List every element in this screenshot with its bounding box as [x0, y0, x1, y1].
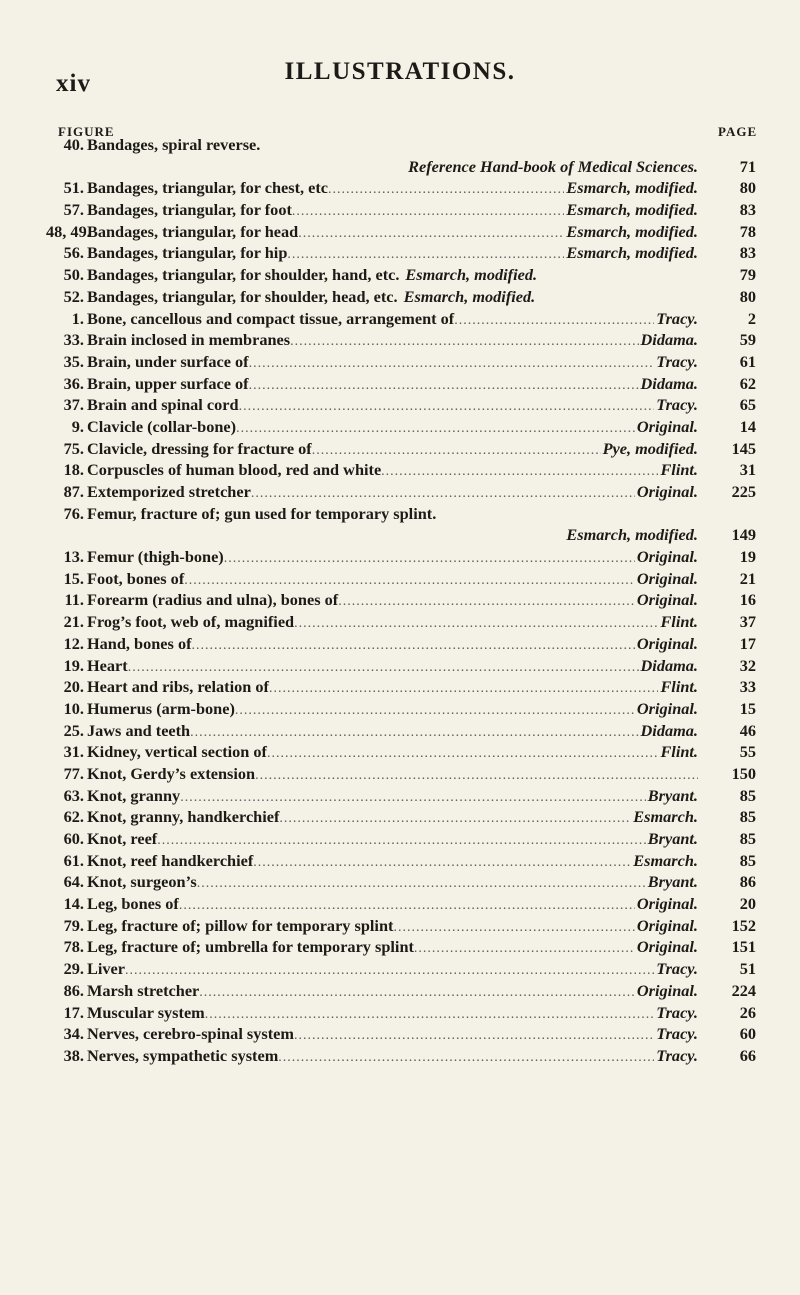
figure-number: 77. [63, 763, 84, 783]
entry-text [87, 1023, 698, 1047]
list-item [46, 286, 756, 308]
figure-source: Pye, modified. [602, 438, 698, 458]
entry-text [87, 1002, 698, 1026]
dot-leader [235, 700, 635, 722]
list-item [46, 720, 756, 742]
figure-title: Nerves, sympathetic system [87, 1045, 279, 1065]
figure-title: Clavicle (collar-bone) [87, 416, 237, 436]
figure-title: Extemporized stretcher [87, 482, 251, 501]
figure-number: 11. [64, 590, 84, 610]
figure-source: Flint. [660, 677, 698, 697]
figure-source: Original. [636, 568, 698, 588]
entry-text [87, 958, 698, 982]
page-ref: 62 [739, 373, 756, 393]
figure-number: 38. [63, 1045, 84, 1065]
dot-leader [381, 461, 658, 483]
list-item [46, 524, 756, 546]
dot-leader [278, 1047, 654, 1069]
dot-leader [192, 635, 635, 657]
list-item [46, 850, 756, 872]
figure-source: Original. [636, 482, 698, 501]
figure-source: Original. [636, 915, 698, 935]
entry-text [87, 524, 698, 546]
entry-text [87, 893, 698, 917]
figure-title: Liver [87, 959, 125, 979]
figure-number: 15. [63, 568, 84, 588]
list-item [46, 199, 756, 221]
figure-number: 12. [63, 633, 84, 653]
page-ref: 31 [739, 460, 756, 480]
figure-title: Knot, surgeon’s [87, 872, 197, 892]
page-ref: 71 [739, 156, 756, 176]
page-ref: 149 [731, 525, 756, 545]
entry-text [87, 351, 698, 375]
figure-number: 20. [63, 677, 84, 697]
figure-number: 19. [63, 655, 84, 675]
page-ref: 33 [739, 677, 756, 697]
page-ref: 46 [739, 720, 756, 740]
figure-number: 48, 49. [46, 221, 91, 241]
page-ref: 59 [739, 330, 756, 350]
page-ref: 66 [739, 1045, 756, 1065]
page-ref: 80 [739, 178, 756, 198]
figure-title: Foot, bones of [87, 568, 185, 588]
dot-leader [157, 830, 646, 852]
figure-title: Bone, cancellous and compact tissue, arrangement of [87, 308, 455, 328]
figure-number: 13. [63, 547, 84, 567]
entry-text [87, 546, 698, 570]
figure-source: Tracy. [656, 395, 698, 415]
figure-title: Jaws and teeth [87, 720, 191, 740]
list-item [46, 459, 756, 481]
dot-leader [393, 917, 634, 939]
entry-text [87, 134, 698, 156]
list-item [46, 763, 756, 785]
list-item [46, 438, 756, 460]
list-item [46, 785, 756, 807]
figure-source: Esmarch, modified. [566, 525, 698, 545]
list-item [46, 1023, 756, 1045]
entry-text [87, 915, 698, 939]
figure-number: 31. [63, 742, 84, 762]
page-ref: 19 [739, 547, 756, 567]
page-ref: 78 [739, 221, 756, 241]
entry-text [87, 264, 698, 286]
page-ref: 83 [739, 243, 756, 263]
entry-text [87, 177, 698, 201]
figure-column-header: FIGURE [58, 124, 115, 139]
list-item [46, 611, 756, 633]
figure-title: Muscular system [87, 1002, 205, 1022]
dot-leader [253, 852, 631, 874]
entry-text [87, 589, 698, 613]
figure-title: Forearm (radius and ulna), bones of [87, 590, 339, 610]
figure-source: Esmarch. [633, 807, 698, 827]
list-item [46, 546, 756, 568]
figure-title: Hand, bones of [87, 633, 192, 653]
list-item [46, 741, 756, 763]
figure-number: 57. [63, 200, 84, 220]
entry-text [87, 698, 698, 722]
figure-title: Marsh stretcher [87, 980, 200, 1000]
running-title: ILLUSTRATIONS. [284, 58, 516, 85]
figure-source: Esmarch, modified. [566, 243, 698, 263]
dot-leader [251, 483, 635, 505]
figure-source: Original. [636, 416, 698, 436]
list-item [46, 676, 756, 698]
list-item [46, 828, 756, 850]
dot-leader [125, 960, 654, 982]
entry-text [87, 416, 698, 440]
figure-title: Bandages, triangular, for foot [87, 200, 292, 220]
dot-leader [128, 657, 639, 679]
list-item [46, 503, 756, 525]
page-ref: 2 [747, 308, 756, 328]
page-ref: 37 [739, 612, 756, 632]
page-ref: 16 [739, 590, 756, 610]
figure-number: 17. [63, 1002, 84, 1022]
entry-text [87, 221, 698, 245]
figure-source: Tracy. [656, 1045, 698, 1065]
figure-number: 14. [63, 894, 84, 914]
figure-number: 62. [63, 807, 84, 827]
figure-title: Brain, upper surface of [87, 373, 249, 393]
dot-leader [180, 787, 646, 809]
list-item [46, 394, 756, 416]
list-item [46, 221, 756, 243]
figure-title: Bandages, triangular, for shoulder, head, etc. [87, 286, 398, 306]
page-ref: 20 [739, 894, 756, 914]
figure-title: Nerves, cerebro-spinal system [87, 1024, 294, 1044]
figure-source: Original. [636, 980, 698, 1000]
figure-title: Leg, fracture of; umbrella for temporary splint [87, 937, 414, 957]
list-item [46, 242, 756, 264]
figure-title: Femur, fracture of; gun used for temporary splint. [87, 503, 437, 523]
figure-source: Flint. [660, 460, 698, 480]
figure-source: Bryant. [647, 872, 698, 892]
figure-source: Bryant. [647, 785, 698, 805]
figure-title: Knot, granny [87, 785, 181, 805]
figure-number: 10. [63, 698, 84, 718]
dot-leader [338, 591, 635, 613]
entry-text [87, 199, 698, 223]
list-item [46, 481, 756, 503]
figure-number: 50. [63, 265, 84, 285]
figure-title: Corpuscles of human blood, red and white [87, 460, 382, 480]
page-ref: 85 [739, 829, 756, 848]
figure-source: Tracy. [656, 351, 698, 371]
list-item [46, 308, 756, 330]
figure-title: Bandages, triangular, for shoulder, hand, etc. [87, 265, 400, 285]
page-ref: 14 [739, 416, 756, 436]
dot-leader [298, 223, 564, 245]
list-item [46, 980, 756, 1002]
figure-number: 79. [63, 915, 84, 935]
entry-text [87, 568, 698, 592]
figure-source: Bryant. [647, 829, 698, 848]
entry-text [87, 676, 698, 700]
list-item [46, 633, 756, 655]
figure-number: 76. [63, 503, 84, 523]
page-ref: 224 [731, 980, 756, 1000]
entry-text [87, 156, 698, 178]
dot-leader [454, 310, 654, 332]
list-item [46, 655, 756, 677]
page-ref: 152 [731, 915, 756, 935]
list-item [46, 871, 756, 893]
figure-number: 35. [63, 351, 84, 371]
page-ref: 225 [731, 482, 756, 501]
figure-title: Heart [87, 655, 128, 675]
figure-number: 86. [63, 980, 84, 1000]
list-item [46, 915, 756, 937]
entry-text [87, 763, 698, 787]
dot-leader [414, 938, 635, 960]
list-item [46, 568, 756, 590]
figure-title: Knot, Gerdy’s extension [87, 763, 256, 783]
figure-source: Esmarch, modified. [405, 265, 538, 285]
entry-text [87, 438, 698, 462]
figure-source: Original. [636, 590, 698, 610]
figure-number: 87. [63, 482, 84, 501]
list-item [46, 893, 756, 915]
entry-text [87, 329, 698, 353]
entry-text [87, 1045, 698, 1069]
figure-source: Original. [636, 937, 698, 957]
dot-leader [269, 678, 658, 700]
figure-number: 37. [63, 395, 84, 415]
figure-number: 78. [63, 937, 84, 957]
dot-leader [292, 201, 564, 223]
figure-number: 52. [63, 286, 84, 306]
entry-text [87, 720, 698, 744]
figure-number: 33. [63, 330, 84, 350]
figure-title: Frog’s foot, web of, magnified [87, 612, 295, 632]
figure-number: 61. [63, 850, 84, 870]
page-ref: 85 [739, 807, 756, 827]
figure-title: Femur (thigh-bone) [87, 547, 224, 567]
figure-source: Tracy. [656, 308, 698, 328]
dot-leader [197, 873, 646, 895]
list-item [46, 589, 756, 611]
figure-source: Esmarch. [633, 850, 698, 870]
figure-number: 56. [63, 243, 84, 263]
figure-title: Leg, bones of [87, 894, 179, 914]
dot-leader [224, 548, 635, 570]
page-ref: 32 [739, 655, 756, 675]
page-ref: 17 [739, 633, 756, 653]
page-ref: 55 [739, 742, 756, 762]
figure-title: Bandages, triangular, for chest, etc [87, 178, 329, 198]
list-item [46, 373, 756, 395]
figure-title: Brain, under surface of [87, 351, 249, 371]
page-ref: 85 [739, 785, 756, 805]
list-item [46, 698, 756, 720]
page-ref: 150 [731, 763, 756, 783]
figure-number: 21. [63, 612, 84, 632]
list-item [46, 1002, 756, 1024]
figure-title: Bandages, triangular, for hip [87, 243, 288, 263]
figure-source: Flint. [660, 612, 698, 632]
entry-text [87, 850, 698, 874]
figure-source: Esmarch, modified. [566, 178, 698, 198]
entry-text [87, 806, 698, 830]
entry-text [87, 394, 698, 418]
figure-source: Didama. [640, 330, 698, 350]
dot-leader [184, 570, 635, 592]
figure-title: Heart and ribs, relation of [87, 677, 269, 697]
figure-source: Reference Hand-book of Medical Sciences. [408, 156, 698, 176]
list-item [46, 264, 756, 286]
figure-title: Knot, reef handkerchief [87, 850, 254, 870]
figure-source: Original. [636, 698, 698, 718]
dot-leader [190, 722, 638, 744]
figure-number: 29. [63, 959, 84, 979]
page-ref: 151 [731, 937, 756, 957]
page-ref: 26 [739, 1002, 756, 1022]
dot-leader [290, 331, 638, 353]
illustrations-list [46, 134, 756, 1067]
list-item [46, 416, 756, 438]
figure-number: 63. [63, 785, 84, 805]
entry-text [87, 481, 698, 505]
figure-number: 1. [71, 308, 84, 328]
entry-text [87, 373, 698, 397]
dot-leader [279, 808, 631, 830]
figure-source: Esmarch, modified. [566, 200, 698, 220]
figure-source: Didama. [640, 373, 698, 393]
page-ref: 79 [739, 265, 756, 285]
figure-title: Knot, granny, handkerchief [87, 807, 280, 827]
figure-number: 34. [63, 1024, 84, 1044]
dot-leader [294, 613, 658, 635]
page-ref: 15 [739, 698, 756, 718]
figure-source: Original. [636, 547, 698, 567]
figure-source: Didama. [640, 655, 698, 675]
list-item [46, 958, 756, 980]
page-ref: 65 [739, 395, 756, 415]
figure-number: 60. [63, 829, 84, 848]
figure-source: Esmarch, modified. [566, 221, 698, 241]
figure-title: Kidney, vertical section of [87, 742, 267, 762]
dot-leader [287, 244, 564, 266]
dot-leader [239, 396, 655, 418]
list-item [46, 329, 756, 351]
dot-leader [249, 375, 639, 397]
entry-text [87, 741, 698, 765]
dot-leader [205, 1004, 655, 1026]
entry-text [87, 936, 698, 960]
figure-number: 51. [63, 178, 84, 198]
figure-title: Bandages, spiral reverse. [87, 135, 261, 154]
dot-leader [199, 982, 635, 1004]
entry-text [87, 286, 698, 308]
entry-text [87, 459, 698, 483]
figure-source: Esmarch, modified. [403, 286, 536, 306]
figure-title: Clavicle, dressing for fracture of [87, 438, 312, 458]
page-ref: 61 [739, 351, 756, 371]
page-number: xiv [56, 70, 91, 97]
figure-number: 25. [63, 720, 84, 740]
page-ref: 83 [739, 200, 756, 220]
list-item [46, 156, 756, 178]
page-ref: 21 [739, 568, 756, 588]
figure-number: 64. [63, 872, 84, 892]
figure-title: Humerus (arm-bone) [87, 698, 235, 718]
figure-number: 18. [63, 460, 84, 480]
figure-number: 75. [63, 438, 84, 458]
figure-source: Tracy. [656, 1024, 698, 1044]
list-item [46, 936, 756, 958]
figure-title: Brain inclosed in membranes [87, 330, 291, 350]
entry-text [87, 633, 698, 657]
dot-leader [267, 743, 658, 765]
list-item [46, 351, 756, 373]
dot-leader [179, 895, 635, 917]
figure-number: 36. [63, 373, 84, 393]
entry-text [87, 980, 698, 1004]
figure-source: Original. [636, 894, 698, 914]
dot-leader [236, 418, 635, 440]
figure-source: Didama. [640, 720, 698, 740]
entry-text [87, 785, 698, 809]
list-item [46, 806, 756, 828]
figure-number: 40. [63, 135, 84, 154]
page-ref: 80 [739, 286, 756, 306]
entry-text [87, 828, 698, 852]
figure-source: Tracy. [656, 1002, 698, 1022]
dot-leader [328, 179, 564, 201]
dot-leader [255, 765, 698, 787]
figure-title: Knot, reef [87, 829, 158, 848]
page-ref: 145 [731, 438, 756, 458]
figure-title: Brain and spinal cord [87, 395, 239, 415]
figure-number: 9. [71, 416, 84, 436]
page-ref: 86 [739, 872, 756, 892]
dot-leader [249, 353, 655, 375]
dot-leader [294, 1025, 654, 1047]
page-ref: 85 [739, 850, 756, 870]
page-ref: 60 [739, 1024, 756, 1044]
figure-source: Original. [636, 633, 698, 653]
entry-text [87, 655, 698, 679]
figure-title: Leg, fracture of; pillow for temporary splint [87, 915, 394, 935]
entry-text [87, 308, 698, 332]
list-item [46, 1045, 756, 1067]
list-item [46, 134, 756, 156]
figure-source: Tracy. [656, 959, 698, 979]
page-column-header: PAGE [718, 124, 758, 139]
entry-text [87, 503, 698, 525]
entry-text [87, 871, 698, 895]
page-ref: 51 [739, 959, 756, 979]
list-item [46, 177, 756, 199]
figure-title: Bandages, triangular, for head [87, 221, 299, 241]
dot-leader [312, 440, 601, 462]
entry-text [87, 242, 698, 266]
figure-source: Flint. [660, 742, 698, 762]
entry-text [87, 611, 698, 635]
